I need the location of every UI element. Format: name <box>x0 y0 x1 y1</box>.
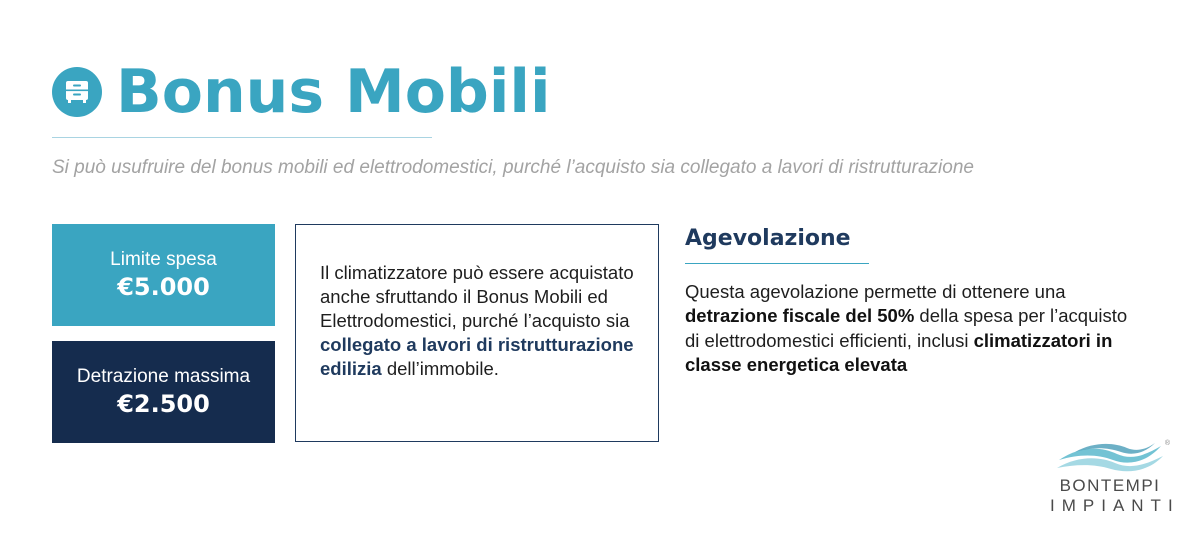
card-value: €5.000 <box>117 273 210 302</box>
agevolazione-bold: climatizzatori in classe energetica elevata <box>685 329 1113 376</box>
page-subtitle: Si può usufruire del bonus mobili ed elettrodomestici, purché l’acquisto sia collegato a lavori di ristrutturazione <box>52 157 974 178</box>
info-text: Il climatizzatore può essere acquistato anche sfruttando il Bonus Mobili ed Elettrodomestici, purché l’acquisto sia <box>320 262 634 332</box>
registered-mark: ® <box>1164 440 1170 447</box>
spending-limit-card <box>52 224 275 326</box>
agevolazione-text-part: della spesa per l’acquisto di elettrodomestici efficienti, inclusi <box>685 305 1128 351</box>
agevolazione-divider <box>685 263 869 264</box>
title-divider <box>52 137 432 138</box>
logo-name: BONTEMPI <box>1059 476 1161 495</box>
agevolazione-text <box>685 280 1145 378</box>
max-deduction-card <box>52 341 275 443</box>
page-title: Bonus Mobili <box>116 57 551 127</box>
agevolazione-heading: Agevolazione <box>685 226 851 251</box>
card-label: Limite spesa <box>110 248 217 270</box>
info-highlight: collegato a lavori di ristrutturazione edilizia <box>320 334 634 380</box>
agevolazione-text-part: Questa agevolazione permette di ottenere una <box>685 281 1066 302</box>
card-label: Detrazione massima <box>76 365 251 387</box>
title-block <box>52 57 551 127</box>
company-logo <box>1050 440 1180 516</box>
info-box <box>295 224 659 442</box>
waves-icon <box>1055 440 1165 474</box>
info-text-end: dell’immobile. <box>381 358 499 380</box>
dresser-icon <box>52 67 102 117</box>
agevolazione-bold: detrazione fiscale del 50% <box>685 305 915 327</box>
card-value: €2.500 <box>117 390 210 419</box>
logo-subname: IMPIANTI <box>1050 496 1180 515</box>
